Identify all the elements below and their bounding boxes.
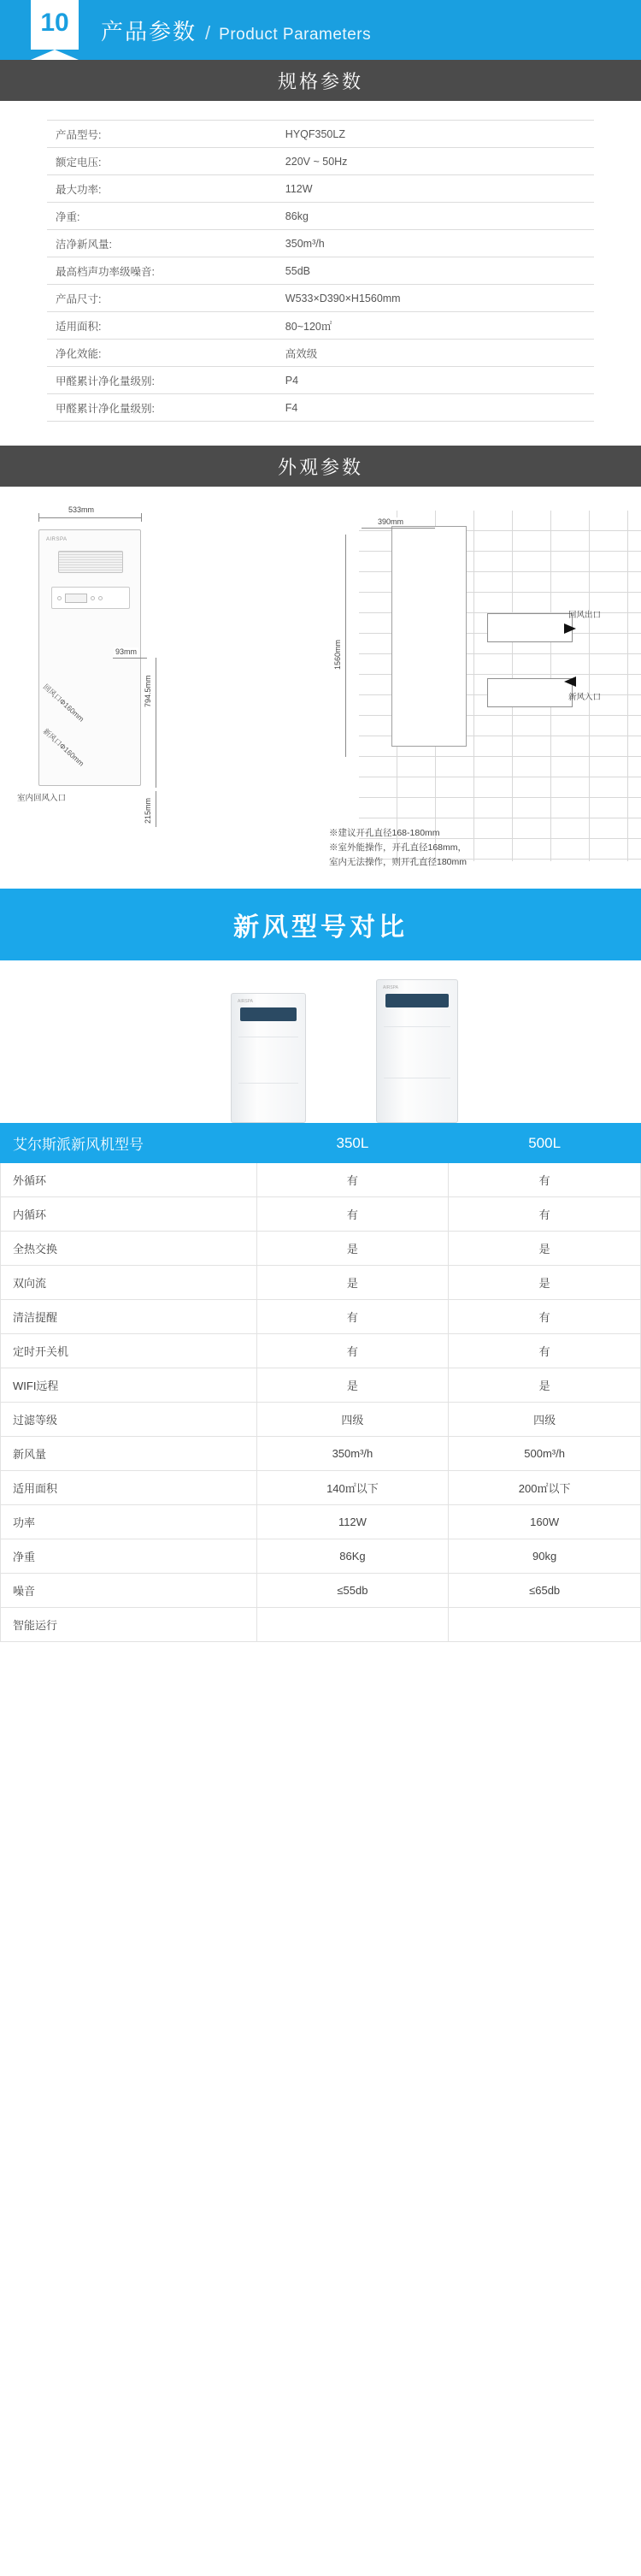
note-line: 室内无法操作，则开孔直径180mm [329, 857, 468, 867]
table-row [47, 312, 594, 340]
spec-value: 112W [277, 175, 594, 203]
spec-value: 高效级 [277, 340, 594, 367]
spec-value: 80~120㎡ [277, 312, 594, 340]
table-row [1, 1608, 641, 1642]
product-photo-500l [376, 979, 458, 1123]
diag-fresh-label: 新风口Φ160mm [41, 726, 86, 768]
panel-screen-icon [65, 594, 87, 603]
product-logo-icon: AIRSPA [383, 985, 398, 990]
row-value-500l: 是 [449, 1368, 641, 1403]
spec-value: 55dB [277, 257, 594, 285]
indoor-return-label: 室内回风入口 [17, 794, 67, 803]
row-label: 智能运行 [1, 1608, 257, 1642]
product-screen-icon [240, 1007, 297, 1021]
row-value-350l: 是 [256, 1368, 449, 1403]
table-row [47, 257, 594, 285]
table-row [1, 1300, 641, 1334]
dim-mid-label: 794.5mm [144, 675, 152, 707]
compare-header-name: 艾尔斯派新风机型号 [1, 1124, 257, 1163]
dim-width-tick-right [141, 513, 142, 522]
spec-value: P4 [277, 367, 594, 394]
spec-section-title: 规格参数 [0, 60, 641, 101]
spec-key: 净化效能: [47, 340, 277, 367]
compare-table [0, 1123, 641, 1642]
row-value-350l: 112W [256, 1505, 449, 1539]
table-row [47, 175, 594, 203]
arrow-right-icon [564, 623, 586, 634]
wall-section-drawing [359, 511, 641, 861]
table-row [1, 1437, 641, 1471]
spec-value: 86kg [277, 203, 594, 230]
banner-title-en: Product Parameters [219, 25, 372, 44]
row-value-500l: 有 [449, 1197, 641, 1232]
compare-header-350l: 350L [256, 1124, 449, 1163]
product-seam-icon [384, 1026, 450, 1027]
spec-key: 洁净新风量: [47, 230, 277, 257]
row-value-350l: 有 [256, 1300, 449, 1334]
spec-key: 产品型号: [47, 121, 277, 148]
row-value-350l: 是 [256, 1232, 449, 1266]
row-value-500l: 有 [449, 1334, 641, 1368]
compare-product-photos [0, 960, 641, 1123]
dim-depth-label: 93mm [115, 647, 138, 656]
row-label: 清洁提醒 [1, 1300, 257, 1334]
row-value-500l: 500m³/h [449, 1437, 641, 1471]
air-grille-icon [58, 551, 123, 573]
row-value-500l: ≤65db [449, 1574, 641, 1608]
spec-value: 220V ~ 50Hz [277, 148, 594, 175]
dim-low-label: 215mm [144, 797, 152, 824]
spec-key: 适用面积: [47, 312, 277, 340]
spec-key: 甲醛累计净化量级别: [47, 394, 277, 422]
diag-return-label: 回风口Φ160mm [41, 682, 86, 724]
dim-height-line [345, 535, 346, 757]
row-value-500l: 有 [449, 1300, 641, 1334]
row-value-350l: 86Kg [256, 1539, 449, 1574]
product-logo-icon: AIRSPA [238, 999, 253, 1004]
row-label: 定时开关机 [1, 1334, 257, 1368]
installation-notes [329, 826, 467, 870]
row-label: WIFI远程 [1, 1368, 257, 1403]
duct-upper [487, 613, 573, 642]
row-value-350l: 有 [256, 1197, 449, 1232]
row-value-500l: 是 [449, 1232, 641, 1266]
row-value-500l: 200㎡以下 [449, 1471, 641, 1505]
table-row [1, 1266, 641, 1300]
table-row [1, 1334, 641, 1368]
table-header-row [1, 1124, 641, 1163]
dim-width-tick-left [38, 513, 39, 522]
row-label: 适用面积 [1, 1471, 257, 1505]
spec-value: W533×D390×H1560mm [277, 285, 594, 312]
row-label: 全热交换 [1, 1232, 257, 1266]
table-row [1, 1403, 641, 1437]
section-number: 10 [31, 0, 79, 60]
row-label: 净重 [1, 1539, 257, 1574]
product-screen-icon [385, 994, 449, 1007]
brand-logo: AIRSPA [46, 537, 68, 542]
table-row [47, 394, 594, 422]
row-label: 新风量 [1, 1437, 257, 1471]
row-value-500l: 是 [449, 1266, 641, 1300]
table-row [1, 1574, 641, 1608]
row-value-350l [256, 1608, 449, 1642]
table-row [47, 148, 594, 175]
table-row [1, 1163, 641, 1197]
arrow-left-icon [554, 676, 576, 687]
spec-key: 净重: [47, 203, 277, 230]
row-value-350l: 是 [256, 1266, 449, 1300]
row-value-500l: 90kg [449, 1539, 641, 1574]
note-line: ※建议开孔直径168-180mm [329, 828, 440, 838]
return-outlet-label: 回风出口 [568, 611, 602, 620]
table-row [47, 121, 594, 148]
banner-title-cn: 产品参数 [101, 18, 197, 44]
dim-duct-label: 390mm [378, 517, 404, 526]
spec-key: 甲醛累计净化量级别: [47, 367, 277, 394]
row-label: 噪音 [1, 1574, 257, 1608]
banner-slash: / [205, 21, 211, 44]
row-value-350l: 350m³/h [256, 1437, 449, 1471]
product-seam-icon [238, 1083, 298, 1084]
compare-header-500l: 500L [449, 1124, 641, 1163]
panel-dot-icon [98, 596, 103, 600]
spec-key: 最大功率: [47, 175, 277, 203]
table-row [1, 1197, 641, 1232]
row-label: 过滤等级 [1, 1403, 257, 1437]
spec-key: 产品尺寸: [47, 285, 277, 312]
dim-duct-line [362, 528, 435, 529]
fresh-inlet-label: 新风入口 [568, 693, 602, 702]
row-label: 外循环 [1, 1163, 257, 1197]
table-row [47, 230, 594, 257]
dim-width-line [38, 517, 141, 518]
section-banner [0, 0, 641, 60]
appearance-section-title: 外观参数 [0, 446, 641, 487]
row-value-350l: ≤55db [256, 1574, 449, 1608]
table-row [1, 1505, 641, 1539]
spec-table-wrap [0, 101, 641, 446]
panel-dot-icon [91, 596, 95, 600]
spec-key: 最高档声功率级噪音: [47, 257, 277, 285]
spec-table [47, 120, 594, 422]
appearance-drawing [0, 487, 641, 889]
row-value-500l: 有 [449, 1163, 641, 1197]
product-photo-350l [231, 993, 306, 1123]
table-row [1, 1539, 641, 1574]
row-label: 双向流 [1, 1266, 257, 1300]
row-value-500l: 四级 [449, 1403, 641, 1437]
row-label: 内循环 [1, 1197, 257, 1232]
note-line: ※室外能操作，开孔直径168mm， [329, 842, 468, 853]
row-value-500l [449, 1608, 641, 1642]
panel-dot-icon [57, 596, 62, 600]
row-value-350l: 四级 [256, 1403, 449, 1437]
spec-value: F4 [277, 394, 594, 422]
spec-key: 额定电压: [47, 148, 277, 175]
row-label: 功率 [1, 1505, 257, 1539]
compare-section-title: 新风型号对比 [0, 889, 641, 960]
dim-depth-line [113, 658, 147, 659]
banner-title [101, 15, 371, 46]
table-row [1, 1232, 641, 1266]
spec-value: 350m³/h [277, 230, 594, 257]
wall-opening [391, 526, 467, 747]
table-row [47, 367, 594, 394]
table-row [1, 1368, 641, 1403]
table-row [47, 340, 594, 367]
table-row [1, 1471, 641, 1505]
table-row [47, 203, 594, 230]
table-row [47, 285, 594, 312]
spec-value: HYQF350LZ [277, 121, 594, 148]
row-value-350l: 140㎡以下 [256, 1471, 449, 1505]
row-value-350l: 有 [256, 1163, 449, 1197]
control-panel-icon [51, 587, 130, 609]
dim-width-label: 533mm [68, 505, 95, 514]
dim-height-label: 1560mm [333, 639, 342, 670]
row-value-500l: 160W [449, 1505, 641, 1539]
row-value-350l: 有 [256, 1334, 449, 1368]
